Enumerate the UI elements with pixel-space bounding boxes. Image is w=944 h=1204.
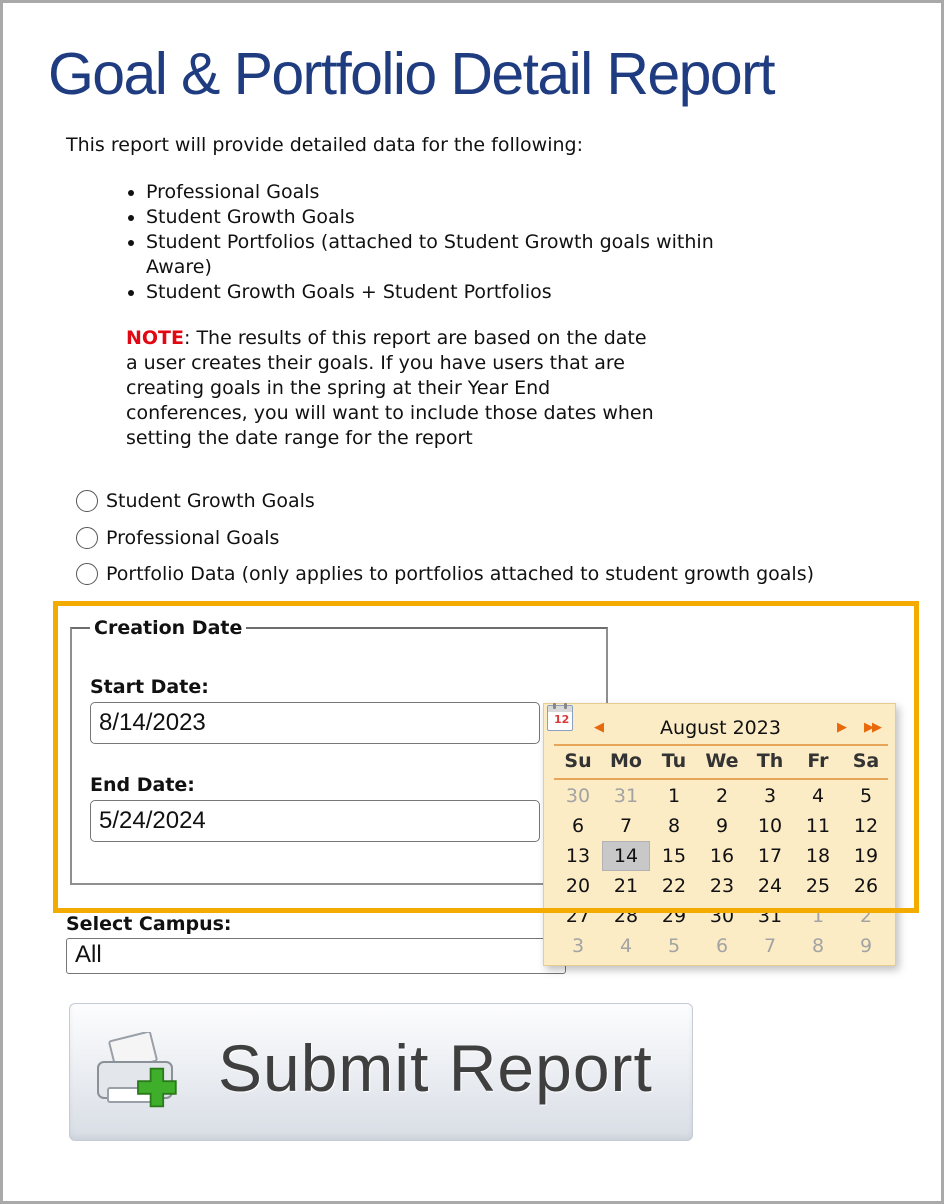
calendar-day[interactable]: 15 <box>661 845 687 867</box>
calendar-day[interactable]: 17 <box>757 845 783 867</box>
weekday-label: Sa <box>852 750 880 772</box>
calendar-day[interactable]: 23 <box>709 875 735 897</box>
radio-student-growth-goals[interactable] <box>76 490 315 512</box>
next-year-icon[interactable]: ▶▶ <box>864 720 880 735</box>
weekday-label: Su <box>564 750 592 772</box>
radio-button[interactable] <box>76 527 98 549</box>
calendar-day[interactable]: 24 <box>757 875 783 897</box>
calendar-day[interactable]: 3 <box>763 785 777 807</box>
printer-add-icon <box>92 1032 192 1122</box>
calendar-icon-day: 12 <box>554 713 570 726</box>
calendar-day[interactable]: 30 <box>709 905 735 927</box>
calendar-day[interactable]: 11 <box>805 815 831 837</box>
calendar-day[interactable]: 9 <box>859 935 873 957</box>
radio-portfolio-data[interactable] <box>76 563 814 585</box>
select-campus-label: Select Campus: <box>66 913 232 935</box>
weekday-label: Th <box>756 750 784 772</box>
note-label: NOTE <box>126 327 184 349</box>
submit-report-label: Submit Report <box>218 1031 653 1105</box>
list-item: • Student Portfolios (attached to Student Growth goals within Aware) <box>146 230 746 280</box>
radio-button[interactable] <box>76 490 98 512</box>
calendar-day[interactable]: 26 <box>853 875 879 897</box>
radio-button[interactable] <box>76 563 98 585</box>
calendar-day[interactable]: 9 <box>715 815 729 837</box>
calendar-day[interactable]: 27 <box>565 905 591 927</box>
radio-label: Professional Goals <box>106 527 280 549</box>
end-date-label: End Date: <box>90 774 195 796</box>
calendar-day[interactable]: 22 <box>661 875 687 897</box>
calendar-day[interactable]: 8 <box>811 935 825 957</box>
calendar-month-label: August 2023 <box>660 717 781 739</box>
radio-label: Student Growth Goals <box>106 490 315 512</box>
submit-report-button[interactable] <box>69 1003 693 1141</box>
calendar-day[interactable]: 14 <box>602 841 650 871</box>
note-text: : The results of this report are based on the date a user creates their goals. If you have users that are creating goals in the spring at their Year End conferences, you will want to include those dates when setting the date range for the report <box>126 327 654 449</box>
weekday-label: Fr <box>807 750 829 772</box>
calendar-day[interactable]: 6 <box>715 935 729 957</box>
weekday-label: Tu <box>661 750 687 772</box>
list-item: • Student Growth Goals + Student Portfolios <box>146 280 746 305</box>
calendar-day[interactable]: 4 <box>811 785 825 807</box>
creation-date-legend: Creation Date <box>94 617 243 639</box>
calendar-day[interactable]: 12 <box>853 815 879 837</box>
start-date-label: Start Date: <box>90 676 209 698</box>
weekday-label: Mo <box>610 750 642 772</box>
calendar-day[interactable]: 13 <box>565 845 591 867</box>
calendar-day[interactable]: 25 <box>805 875 831 897</box>
calendar-day[interactable]: 3 <box>571 935 585 957</box>
calendar-day[interactable]: 5 <box>859 785 873 807</box>
calendar-day[interactable]: 7 <box>763 935 777 957</box>
calendar-day[interactable]: 8 <box>667 815 681 837</box>
prev-month-icon[interactable]: ◀ <box>594 720 602 735</box>
list-item: • Professional Goals <box>146 180 746 205</box>
calendar-day[interactable]: 30 <box>565 785 591 807</box>
calendar-day[interactable]: 5 <box>667 935 681 957</box>
calendar-day[interactable]: 2 <box>715 785 729 807</box>
calendar-day[interactable]: 20 <box>565 875 591 897</box>
weekday-label: We <box>705 750 739 772</box>
calendar-day[interactable]: 31 <box>757 905 783 927</box>
calendar-day[interactable]: 16 <box>709 845 735 867</box>
calendar-day[interactable]: 4 <box>619 935 633 957</box>
calendar-day[interactable]: 6 <box>571 815 585 837</box>
note-paragraph <box>126 326 656 451</box>
calendar-day[interactable]: 7 <box>619 815 633 837</box>
intro-text: This report will provide detailed data for the following: <box>66 134 583 156</box>
report-contents-list <box>126 180 746 305</box>
calendar-day[interactable]: 1 <box>667 785 681 807</box>
calendar-day[interactable]: 2 <box>859 905 873 927</box>
calendar-day[interactable]: 1 <box>811 905 825 927</box>
calendar-day[interactable]: 28 <box>613 905 639 927</box>
calendar-day[interactable]: 10 <box>757 815 783 837</box>
radio-professional-goals[interactable] <box>76 527 279 549</box>
calendar-day[interactable]: 31 <box>613 785 639 807</box>
radio-label: Portfolio Data (only applies to portfolios attached to student growth goals) <box>106 563 815 585</box>
highlight-box <box>53 601 919 913</box>
calendar-day[interactable]: 19 <box>853 845 879 867</box>
calendar-day[interactable]: 29 <box>661 905 687 927</box>
next-month-icon[interactable]: ▶ <box>837 720 845 735</box>
page-title: Goal & Portfolio Detail Report <box>48 41 774 107</box>
list-item: • Student Growth Goals <box>146 205 746 230</box>
calendar-day[interactable]: 18 <box>805 845 831 867</box>
calendar-day[interactable]: 21 <box>613 875 639 897</box>
campus-select[interactable]: All <box>66 938 566 974</box>
